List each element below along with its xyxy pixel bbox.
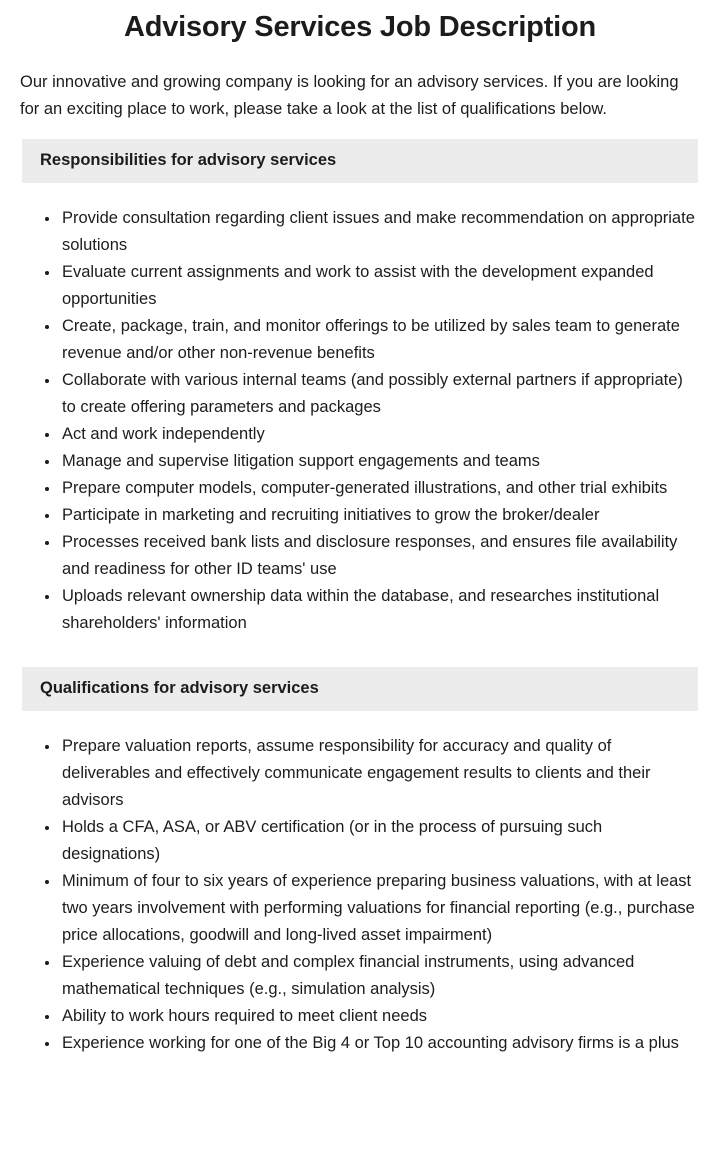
list-item: • Create, package, train, and monitor offerings to be utilized by sales team to generate revenue and/or other non-revenue benefits <box>60 313 698 367</box>
list-item: • Minimum of four to six years of experience preparing business valuations, with at least two years involvement with performing valuations for financial reporting (e.g., purchase price allocations, goodwill and long-lived asset impairment) <box>60 868 698 949</box>
section-responsibilities <box>0 139 720 637</box>
list-item: • Evaluate current assignments and work to assist with the development expanded opportunities <box>60 259 698 313</box>
list-item: • Collaborate with various internal teams (and possibly external partners if appropriate) to create offering parameters and packages <box>60 367 698 421</box>
page-title: Advisory Services Job Description <box>123 11 597 43</box>
list-item: • Participate in marketing and recruiting initiatives to grow the broker/dealer <box>60 502 698 529</box>
qualifications-list <box>20 733 698 1057</box>
intro-paragraph: Our innovative and growing company is looking for an advisory services. If you are looking for an exciting place to work, please take a look at the list of qualifications below. <box>20 72 679 118</box>
list-item: • Uploads relevant ownership data within the database, and researches institutional shareholders' information <box>60 583 698 637</box>
list-item: • Holds a CFA, ASA, or ABV certification (or in the process of pursuing such designations) <box>60 814 698 868</box>
list-item: • Provide consultation regarding client issues and make recommendation on appropriate solutions <box>60 205 698 259</box>
list-item: • Prepare valuation reports, assume responsibility for accuracy and quality of deliverables and effectively communicate engagement results to clients and their advisors <box>60 733 698 814</box>
section-qualifications <box>0 667 720 1057</box>
list-item: • Processes received bank lists and disclosure responses, and ensures file availability and readiness for other ID teams' use <box>60 529 698 583</box>
list-item: • Manage and supervise litigation support engagements and teams <box>60 448 698 475</box>
section-header-qualifications <box>22 667 698 711</box>
list-item: • Prepare computer models, computer-generated illustrations, and other trial exhibits <box>60 475 698 502</box>
list-item: • Experience valuing of debt and complex financial instruments, using advanced mathematical techniques (e.g., simulation analysis) <box>60 949 698 1003</box>
section-heading: Qualifications for advisory services <box>40 679 319 698</box>
section-heading: Responsibilities for advisory services <box>40 151 337 170</box>
section-header-responsibilities <box>22 139 698 183</box>
list-item: • Experience working for one of the Big 4 or Top 10 accounting advisory firms is a plus <box>60 1030 698 1057</box>
responsibilities-list <box>20 205 698 637</box>
list-item: • Ability to work hours required to meet client needs <box>60 1003 698 1030</box>
list-item: • Act and work independently <box>60 421 698 448</box>
